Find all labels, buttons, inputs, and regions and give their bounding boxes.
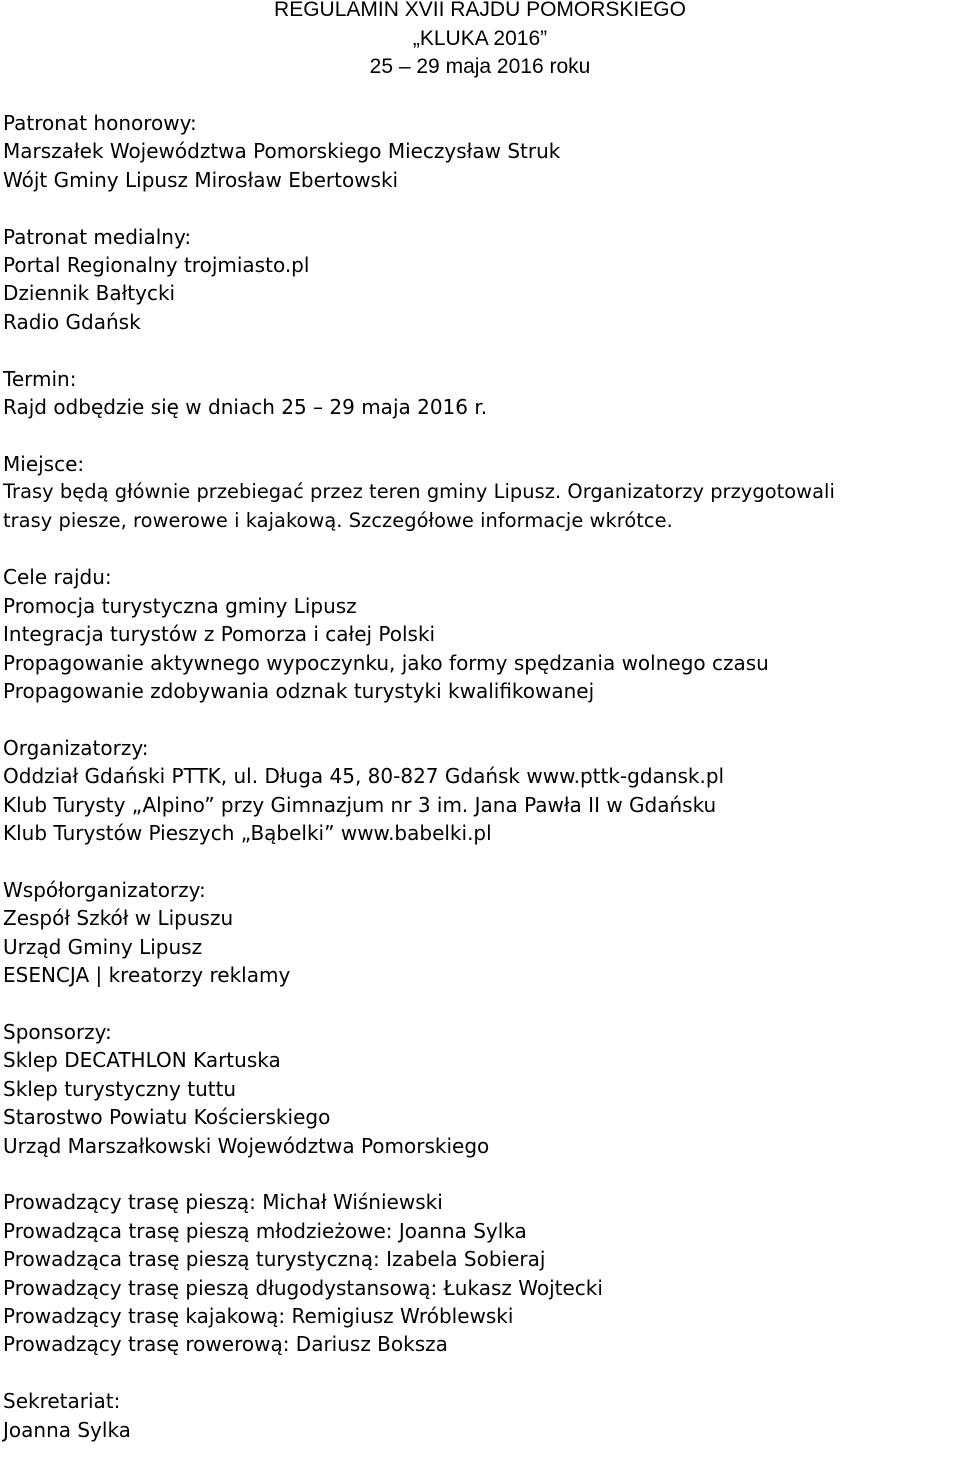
section-heading: Cele rajdu: — [3, 565, 112, 590]
section-line: Prowadzący trasę rowerową: Dariusz Boksza — [3, 1332, 448, 1357]
event-name: „KLUKA 2016” — [412, 26, 548, 50]
section-line: Prowadzący trasę pieszą: Michał Wiśniewski — [3, 1190, 443, 1215]
event-dates: 25 – 29 maja 2016 roku — [369, 55, 591, 78]
section-sponsorzy — [3, 1018, 958, 1160]
section-line: Urząd Marszałkowski Województwa Pomorskiego — [3, 1133, 490, 1158]
section-line: Klub Turystów Pieszych „Bąbelki” www.babelki.pl — [3, 821, 492, 846]
section-line: Promocja turystyczna gminy Lipusz — [3, 593, 357, 618]
section-heading: Patronat honorowy: — [3, 111, 197, 135]
section-termin — [3, 365, 958, 422]
section-wspolorganizatorzy — [3, 876, 958, 990]
section-line: Sklep DECATHLON Kartuska — [3, 1048, 281, 1073]
section-patronat-honorowy — [3, 109, 958, 194]
section-line: Marszałek Województwa Pomorskiego Mieczysław Struk — [3, 139, 561, 164]
section-line: ESENCJA | kreatorzy reklamy — [3, 963, 291, 988]
section-heading: Organizatorzy: — [3, 735, 149, 760]
section-line: Rajd odbędzie się w dniach 25 – 29 maja 2016 r. — [3, 395, 488, 420]
section-heading: Termin: — [3, 366, 77, 391]
section-line: trasy piesze, rowerowe i kajakową. Szczegółowe informacje wkrótce. — [3, 508, 673, 532]
section-line: Starostwo Powiatu Kościerskiego — [3, 1105, 331, 1130]
section-organizatorzy — [3, 734, 958, 848]
document-header — [0, 0, 960, 82]
section-patronat-medialny — [3, 223, 958, 337]
section-line: Trasy będą głównie przebiegać przez teren gminy Lipusz. Organizatorzy przygotowali — [3, 480, 835, 504]
section-line: Portal Regionalny trojmiasto.pl — [3, 253, 310, 278]
section-line: Radio Gdańsk — [3, 309, 141, 334]
section-sekretariat — [3, 1387, 958, 1444]
section-line: Prowadzący trasę pieszą długodystansową: Łukasz Wojtecki — [3, 1275, 603, 1300]
section-cele-rajdu — [3, 563, 958, 705]
section-miejsce — [3, 450, 958, 535]
section-prowadzacy — [3, 1188, 958, 1358]
section-line: Propagowanie zdobywania odznak turystyki kwalifikowanej — [3, 679, 595, 704]
section-line: Urząd Gminy Lipusz — [3, 934, 203, 959]
section-line: Propagowanie aktywnego wypoczynku, jako formy spędzania wolnego czasu — [3, 650, 769, 675]
section-heading: Sekretariat: — [3, 1389, 121, 1414]
section-line: Klub Turysty „Alpino” przy Gimnazjum nr 3 im. Jana Pawła II w Gdańsku — [3, 792, 717, 817]
section-line: Sklep turystyczny tuttu — [3, 1076, 237, 1101]
section-line: Wójt Gminy Lipusz Mirosław Ebertowski — [3, 167, 399, 192]
section-line: Prowadząca trasę pieszą turystyczną: Izabela Sobieraj — [3, 1247, 546, 1272]
section-heading: Sponsorzy: — [3, 1019, 112, 1044]
section-line: Oddział Gdański PTTK, ul. Długa 45, 80-827 Gdańsk www.pttk-gdansk.pl — [3, 764, 725, 789]
section-heading: Patronat medialny: — [3, 224, 192, 249]
section-line: Prowadzący trasę kajakową: Remigiusz Wróblewski — [3, 1303, 514, 1328]
section-line: Dziennik Bałtycki — [3, 281, 176, 306]
section-line: Zespół Szkół w Lipuszu — [3, 906, 234, 931]
section-line: Prowadząca trasę pieszą młodzieżowe: Joanna Sylka — [3, 1218, 527, 1243]
section-heading: Miejsce: — [3, 451, 85, 476]
section-heading: Współorganizatorzy: — [3, 877, 206, 902]
section-line: Joanna Sylka — [3, 1417, 131, 1442]
section-line: Integracja turystów z Pomorza i całej Polski — [3, 622, 436, 647]
document-title: REGULAMIN XVII RAJDU POMORSKIEGO — [274, 0, 686, 21]
document-body — [3, 109, 958, 1472]
